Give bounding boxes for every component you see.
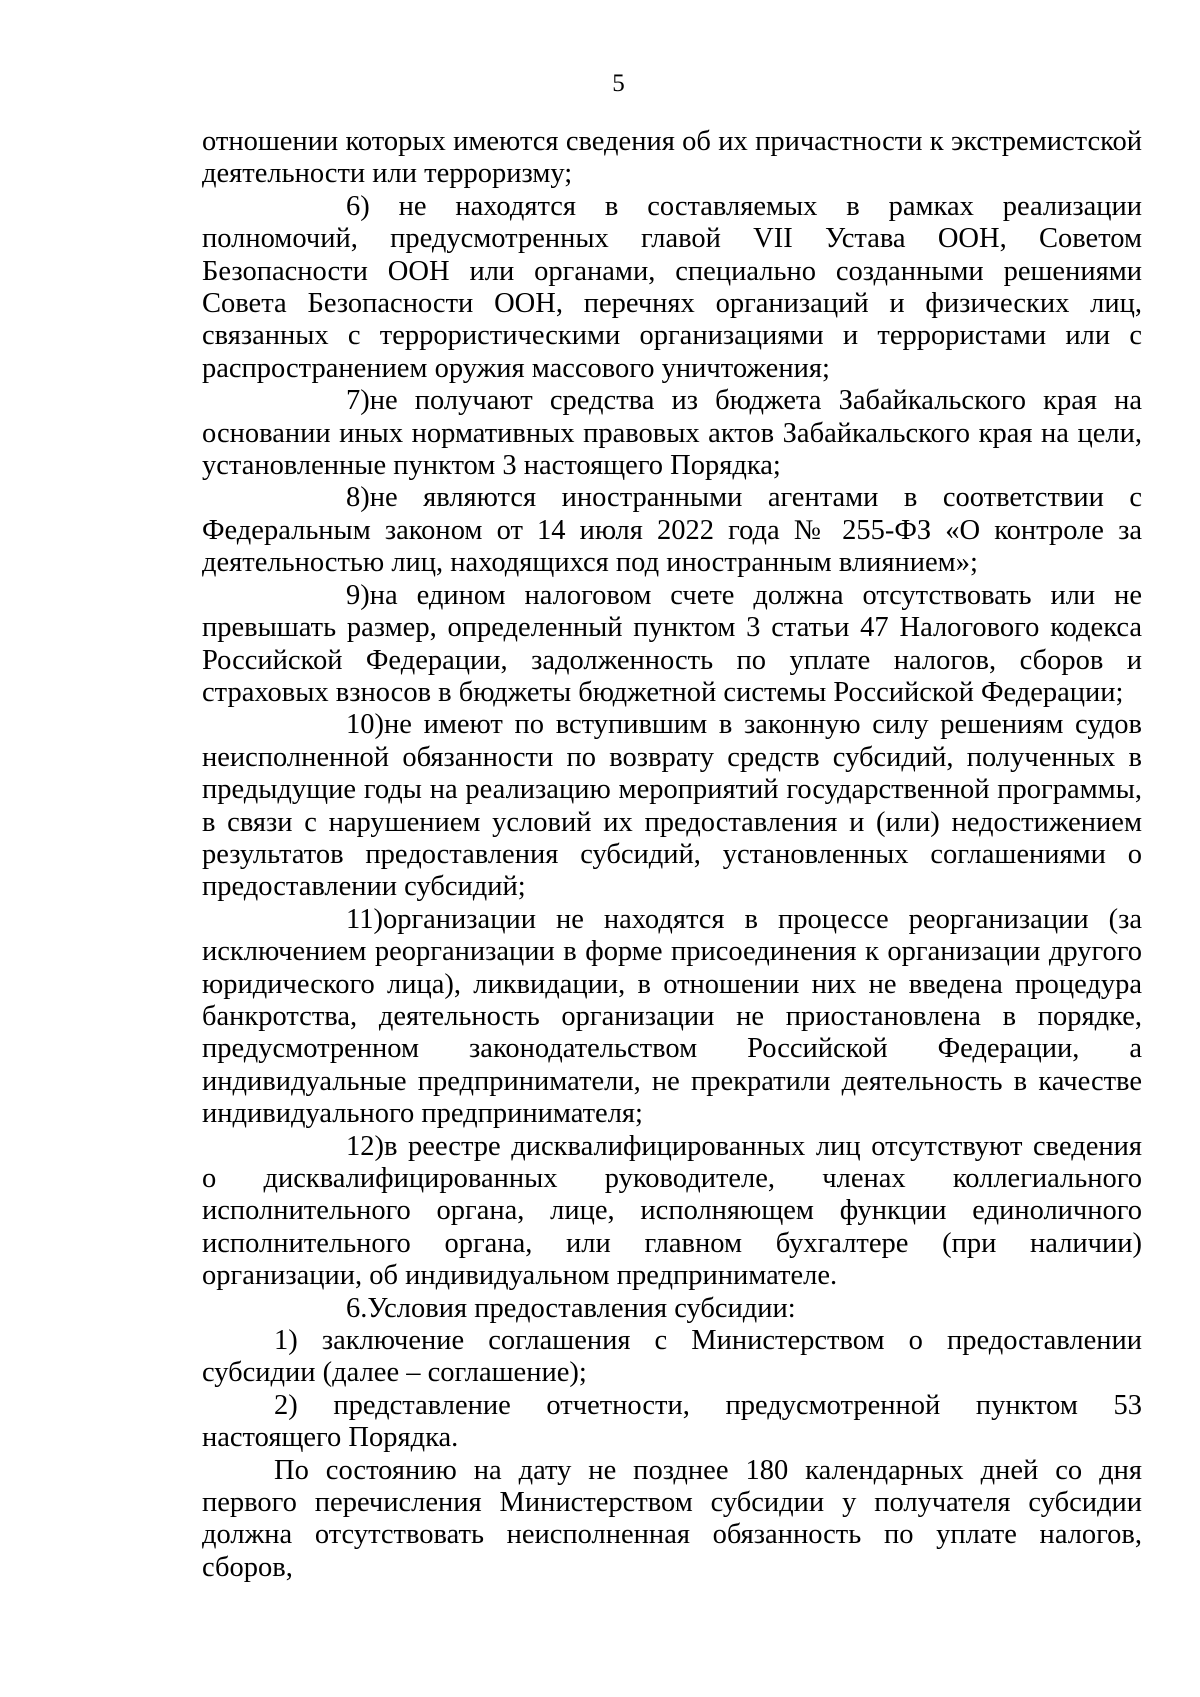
list-number: 8) [346,482,370,514]
list-text: не являются иностранными агентами в соответствии с Федеральным законом от 14 июля 2022 года № 255-ФЗ «О контроле за деятельностью лиц, находящихся под иностранным влиянием»; [202,482,1142,579]
list-text: не имеют по вступившим в законную силу решениям судов неисполненной обязанности по возврату средств субсидий, полученных в предыдущие годы на реализацию мероприятий государственной программы, в связи с нарушением условий их предоставления и (или) недостижением результатов предоставления субсидий, установленных соглашениями о предоставлении субсидий; [202,709,1142,903]
paragraph-deadline: По состоянию на дату не позднее 180 календарных дней со дня первого перечисления Министерством субсидии у получателя субсидии должна отсутствовать неисполненная обязанность по уплате налогов, сборов, [202,1454,1142,1583]
list-text: не находятся в составляемых в рамках реализации полномочий, предусмотренных главой VII Устава ООН, Советом Безопасности ООН или органами, специально созданными решениями Совета Безопасности ООН, перечнях организаций и физических лиц, связанных с террористическими организациями и террористами или с распространением оружия массового уничтожения; [202,190,1142,384]
list-item-8 [202,482,1142,579]
section-text: Условия предоставления субсидии: [367,1292,796,1324]
page-number: 5 [612,70,625,97]
section-6-heading [202,1293,1142,1325]
list-item-11 [202,904,1142,1131]
list-number: 12) [346,1130,384,1162]
list-item-10 [202,709,1142,903]
list-text: организации не находятся в процессе реорганизации (за исключением реорганизации в форме присоединения к организации другого юридического лица), ликвидации, в отношении них не введена процедура банкротства, деятельность организации не приостановлена в порядке, предусмотренном законодательством Российской Федерации, а индивидуальные предприниматели, не прекратили деятельность в качестве индивидуального предпринимателя; [202,903,1142,1130]
list-text: не получают средства из бюджета Забайкальского края на основании иных нормативных правовых актов Забайкальского края на цели, установленные пунктом 3 настоящего Порядка; [202,385,1142,482]
paragraph-continuation: отношении которых имеются сведения об их причастности к экстремистской деятельности или терроризму; [202,126,1142,190]
condition-2: 2) представление отчетности, предусмотренной пунктом 53 настоящего Порядка. [202,1389,1142,1454]
list-item-7 [202,385,1142,482]
list-text: на едином налоговом счете должна отсутствовать или не превышать размер, определенный пунктом 3 статьи 47 Налогового кодекса Российской Федерации, задолженность по уплате налогов, сборов и страховых взносов в бюджеты бюджетной системы Российской Федерации; [202,579,1142,708]
list-text: в реестре дисквалифицированных лиц отсутствуют сведения о дисквалифицированных руководителе, членах коллегиального исполнительного органа, лице, исполняющем функции единоличного исполнительного органа, или главном бухгалтере (при наличии) организации, об индивидуальном предпринимателе. [202,1130,1142,1292]
list-number: 9) [346,579,370,611]
list-number: 6) [346,190,370,222]
condition-1: 1) заключение соглашения с Министерством о предоставлении субсидии (далее – соглашение); [202,1325,1142,1389]
list-number: 7) [346,385,370,417]
list-item-6 [202,191,1142,385]
list-item-12 [202,1131,1142,1293]
list-number: 10) [346,709,384,741]
list-number: 11) [346,903,383,935]
section-number: 6. [346,1292,368,1324]
list-item-9 [202,580,1142,710]
document-body [202,126,1142,1584]
